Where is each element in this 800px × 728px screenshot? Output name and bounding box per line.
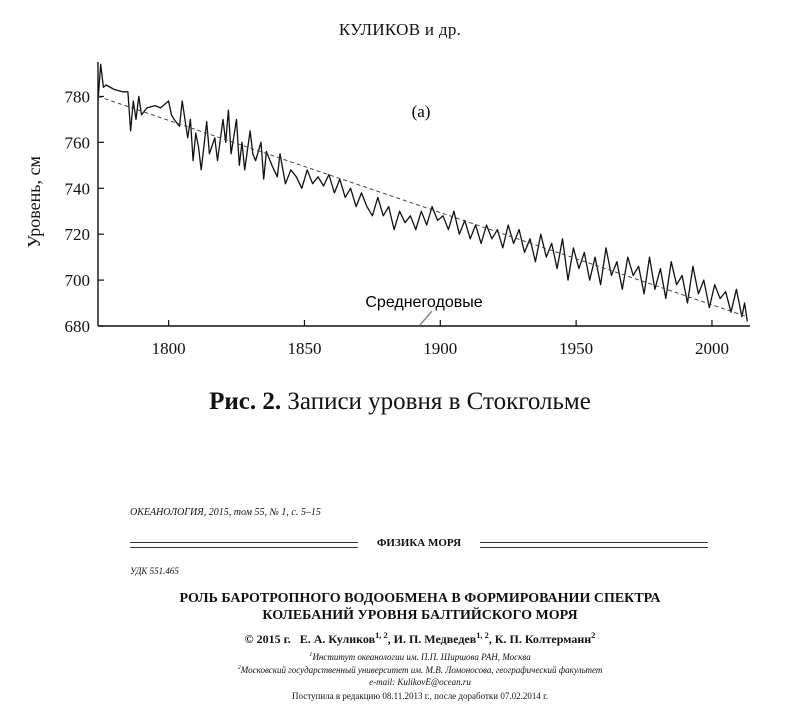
- y-tick-label: 760: [64, 133, 90, 153]
- author-1: Е. А. Куликов: [299, 632, 376, 646]
- x-tick-label: 2000: [694, 339, 729, 358]
- y-axis-label: Уровень, см: [24, 156, 44, 248]
- journal-citation: ОКЕАНОЛОГИЯ, 2015, том 55, № 1, с. 5–15: [130, 507, 321, 518]
- y-tick-label: 680: [64, 317, 90, 336]
- section-header: [130, 537, 708, 555]
- paper-title-line-1: РОЛЬ БАРОТРОПНОГО ВОДООБМЕНА В ФОРМИРОВАНИИ СПЕКТРА: [179, 591, 661, 606]
- udc-code: УДК 551.465: [130, 566, 179, 576]
- received-date: Поступила в редакцию 08.11.2013 г., после доработки 07.02.2014 г.: [291, 691, 549, 701]
- section-title: ФИЗИКА МОРЯ: [376, 537, 462, 549]
- author-3-affil: 2: [591, 631, 596, 640]
- section-rule-right: [480, 542, 708, 548]
- author-1-affil: 1, 2: [375, 631, 388, 640]
- sea-level-chart: [0, 62, 800, 372]
- paper-title: [0, 590, 800, 624]
- affiliation-2-mark: 2: [237, 664, 241, 671]
- panel-label: (а): [411, 102, 431, 121]
- x-tick-label: 1900: [423, 339, 458, 358]
- trend-line: [98, 96, 747, 316]
- y-tick-label: 780: [64, 87, 90, 107]
- author-2: , И. П. Медведев: [387, 632, 477, 646]
- series-label: Среднегодовые: [365, 294, 483, 311]
- affiliation-2-text: Московский государственный университет им. М.В. Ломоносова, географический факультет: [240, 665, 603, 675]
- y-tick-label: 720: [64, 225, 90, 245]
- affiliation-1-text: Институт океанологии им. П.П. Ширшова РАН, Москва: [312, 652, 531, 662]
- figure-caption: [0, 388, 800, 416]
- authors-line: [0, 631, 800, 647]
- author-2-affil: 1, 2: [476, 631, 489, 640]
- email-contact: e-mail: KulikovE@ocean.ru: [369, 677, 471, 687]
- y-tick-label: 740: [64, 179, 90, 199]
- copyright-prefix: © 2015 г.: [244, 632, 300, 646]
- running-header: КУЛИКОВ и др.: [338, 20, 462, 39]
- pencil-mark: [420, 311, 432, 325]
- figure-caption-label: Рис. 2.: [209, 388, 282, 415]
- affiliation-1: [0, 651, 800, 662]
- paper-title-line-2: КОЛЕБАНИЙ УРОВНЯ БАЛТИЙСКОГО МОРЯ: [262, 608, 578, 623]
- figure-caption-text: Записи уровня в Стокгольме: [281, 388, 591, 415]
- affiliation-1-mark: 1: [309, 651, 313, 658]
- author-3: , К. П. Колтерманн: [488, 632, 592, 646]
- section-rule-left: [130, 542, 358, 548]
- x-tick-label: 1950: [559, 339, 594, 358]
- x-tick-label: 1800: [151, 339, 186, 358]
- y-tick-label: 700: [64, 271, 90, 291]
- x-tick-label: 1850: [287, 339, 322, 358]
- affiliation-2: [0, 664, 800, 675]
